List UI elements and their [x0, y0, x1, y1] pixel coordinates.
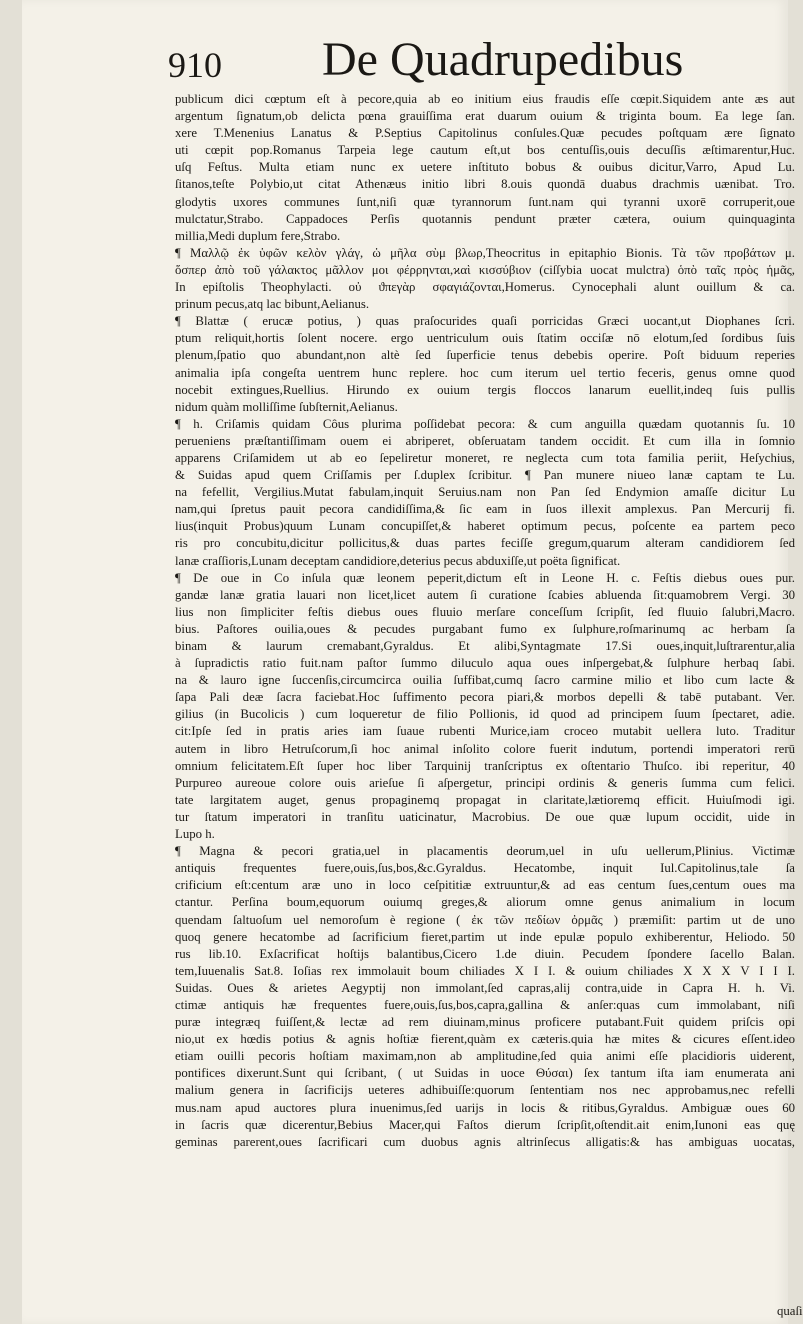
text-line: ¶ De oue in Co inſula quæ leonem peperit,dictum eſt in Leone H. c. Feſtis diebus oues pur.	[175, 570, 795, 585]
text-line: na fefellit, Vergilius.Mutat fabulam,inquit Seruius.nam non Pan ſed Endymion amaſſe dicitur Lu	[175, 485, 795, 500]
text-line: à ſupradictis ratio fuit.nam paſtor ſummo diluculo aqua oues inſpergebat,& ſulphure herbaq ſabi.	[175, 656, 795, 671]
text-line: ctantur. Perſina boum,equorum ouiumq greges,& aliorum omne genus animalium in locum	[175, 895, 795, 910]
text-line: ris pro concubitu,dicitur pollicitus,& duas partes feciſſe gregum,quarum alteram candidiorem ſed	[175, 536, 795, 551]
text-line: Lupo h.	[175, 827, 215, 842]
text-line: tur ſtatum imperatori in tranſitu uaticinatur, Macrobius. De oue quæ lupum occidit, uide in	[175, 809, 795, 824]
text-line: rus lib.10. Exſacrificat hoſtijs balantibus,Cicero 1.de diuin. Pecudem ſpondere ſacello Balan.	[175, 946, 795, 961]
text-line: uſq Feſtus. Multa etiam nunc ex uetere inſtituto bobus & ouibus dicitur,Varro, Apud Lu.	[175, 160, 795, 175]
catchword: quaſi	[777, 1304, 803, 1318]
text-line: ¶ h. Criſamis quidam Côus plurima poſſidebat pecora: & cum anguilla quædam quotannis ſu. 10	[175, 416, 795, 431]
text-line: publicum dici cœptum eſt à pecore,quia ab eo initium eius fraudis eſſe cœpit.Siquidem ante æs aut	[175, 92, 795, 106]
text-line: argentum ſignatum,ob delicta pœna grauiſſima erat duarum ouium & triginta boum. Ea lege ſan.	[175, 109, 795, 124]
text-line: antiquis frequentes fuere,ouis,ſus,bos,&c.Gyraldus. Hecatombe, inquit Iul.Capitolinus,tale ſa	[175, 861, 795, 876]
text-line: omnium felicitatem.Eſt ſuper hoc liber Tarquinij tranſcriptus ex oſtentario Thuſco. ibi reperitur, 40	[175, 758, 795, 773]
text-line: lanæ craſſioris,Lunam deceptam candidiore,deterius pecus abduxiſſe,ut poëta ſignificat.	[175, 553, 621, 568]
body-text-block	[175, 91, 795, 1151]
text-line: ¶ Blattæ ( erucæ potius, ) quas praſocurides quaſi porricidas Græci uocant,ut Diophanes ſcri.	[175, 314, 795, 329]
text-line: nocebit extingues,Ruellius. Hirundo ex ouium tergis floccos lanarum euellit,indeq ſuis pullis	[175, 382, 795, 397]
text-line: Purpureo aureoue colore ouis arieſue ſi aſpergetur, principi ordinis & generis ſumma cum felici.	[175, 775, 795, 790]
text-line: & Suidas apud quem Criſſamis per ſ.duplex ſcribitur. ¶ Pan munere niueo lanæ captam te Lu.	[175, 468, 795, 483]
text-line: millia,Medi duplum fere,Strabo.	[175, 228, 341, 243]
text-line: malium genera in ſacrificijs ueteres adhibuiſſe:quorum ſententiam nos nec approbamus,nec refelli	[175, 1083, 795, 1098]
text-line: plenum,ſpatio quo abundant,non altè ſed ſuperficie tenus debebis operire. Poſt biduum reperies	[175, 348, 795, 363]
text-line: apparens Criſamidem ut ab eo ſepeliretur moneret, re neglecta cum tota familia periit, Heſychius,	[175, 450, 795, 465]
text-line: nidum quàm molliſſime ſubſternit,Aelianus.	[175, 399, 398, 414]
text-line: ptum reliquit,hortis ſolent nocere. ergo uentriculum ouis ſtatim occiſæ nō elotum,ſed ſordibus ſuis	[175, 331, 795, 346]
text-line: In epiſtolis Theophylacti. οὐ ϑπεγὰρ σφαγιάζονται,Homerus. Cynocephali alunt ouillum & ca.	[175, 280, 795, 295]
text-line: quoq genere hecatombe ad ſacrificium fieret,partim ut inde epulæ populo exhiberentur, Heliodo. 50	[175, 929, 795, 944]
text-line: Suidas. Oues & arietes Aegyptij non immolant,ſed capras,alij contra,uide in Capra H. h. Vi.	[175, 980, 795, 995]
text-line: cit:Ipſe ſed in pratis aries iam ſuaue rubenti Murice,iam croceo mutabit uellera luto. Traditur	[175, 724, 795, 739]
text-line: ſitanos,teſte Polybio,ut citat Athenæus initio libri 8.ouis quondā duabus drachmis uænibat. Tro.	[175, 177, 795, 192]
text-line: tate largitatem auget, genus propaginemq propagat in claritate,lætioremq efficit. Huiuſmodi igi.	[175, 792, 795, 807]
text-line: ὅσπερ ἀπὸ τοῦ γάλακτος μᾶλλον μοι φέρρηνται,ϰαὶ κισσύβιον (ciſſybia uocat mulctra) ὁπὸ ταῖς πρὸς ἡμᾶς,	[175, 262, 795, 277]
text-line: nam,qui ſpretus pauit pecora candidiſſima,& ſic eam in ſuos illexit amplexus. Pan Mercurij fi.	[175, 502, 795, 517]
text-line: lius(inquit Probus)quum Lunam concupiſſet,& haberet optimum pecus, poſcente ea partem peco	[175, 519, 795, 534]
text-line: tem,Iuuenalis Sat.8. Ioſias rex immolauit boum chiliades X I I. & ouium chiliades X X X V I I I.	[175, 963, 795, 978]
text-line: autem in libro Hetruſcorum,ſi hoc animal inſolito colore fuerit indutum, portendi imperatori rerū	[175, 741, 795, 756]
text-line: ctimæ antiquis hæ frequentes fuere,ouis,ſus,bos,capra,gallina & anſer:quas cum immolabant, niſi	[175, 997, 795, 1012]
text-line: xere T.Menenius Lanatus & P.Septius Capitolinus conſules.Quæ pecudes poſtquam ære ſignato	[175, 126, 795, 141]
text-line: bius. Paſtores ouilia,oues & pecudes purgabant fumo ex ſulphure,roſmarinumq ac herbam ſa	[175, 621, 795, 636]
text-line: perueniens præſtantiſſimam ouem ei abriperet, obſeruatam tandem occidit. Et cum illa in ſomnio	[175, 433, 795, 448]
text-line: puræ integræq fuiſſent,& lectæ ad rem diuinam,minus proficere putabant.Fuit quidem priſcis opi	[175, 1015, 795, 1030]
text-line: ¶ Μαλλῷ ἐκ ὑφῶν κελὸν γλάγ, ὡ μῆλα σὺμ βλωρ,Theocritus in epitaphio Bionis. Τὰ τῶν προβάτων μ.	[175, 245, 795, 260]
book-page	[22, 0, 803, 1324]
text-line: lius non ſimpliciter feſtis diebus oues fluuio merſare conceſſum ſcripſit, ſed fluuio ſalubri,Macro.	[175, 604, 795, 619]
text-line: nio,ut ex hœdis potius & agnis hoſtiæ fierent,quàm ex cæteris.quia hæ mites & cicures eſſent.ideo	[175, 1032, 795, 1047]
text-line: gandæ lanæ gratia lauari non licet,licet autem ſi curatione ſcabies abluenda ſit:quamobrem Vergi. 30	[175, 587, 795, 602]
text-line: in ſacris quæ dicerentur,Bebius Macer,qui Faſtos dierum ſcripſit,oſtendit.ait enim,Iunoni eas quę	[175, 1117, 795, 1132]
running-title: De Quadrupedibus	[322, 33, 684, 86]
text-line: crificium eſt:centum aræ uno in loco ceſpititiæ extruuntur,& ad eas centum ſues,centum oues ma	[175, 878, 795, 893]
text-line: animalia ipſa congeſta uentrem hunc replere. hoc cum iterum uel tertio feceris, genus omne quod	[175, 365, 795, 380]
text-line: pontifices dixerunt.Sunt qui ſcribant, ( ut Suidas in uoce Θύσαι) ſex tantum iſta iam enumerata ani	[175, 1066, 795, 1081]
text-line: quendam ſaltuoſum uel nemoroſum è regione ( ἐκ τῶν πεδίων ὀρμᾶς ) præmiſit: partim ut de uno	[175, 912, 795, 927]
text-line: glodytis uxores communes ſunt,niſi quæ tyrannorum ſunt.nam qui tyranni uxorē corruperit,oue	[175, 194, 795, 209]
text-line: etiam ouilli pecoris hoſtiam maximam,non ab amplitudine,ſed quia animi eſſe placidioris uiderent,	[175, 1049, 795, 1064]
page-number: 910	[168, 45, 222, 85]
text-line: uti cœpit pop.Romanus Tarpeia lege cautum eſt,ut bos centuſſis,ouis decuſſis æſtimarentur,Huc.	[175, 143, 795, 158]
text-line: binam & laurum cremabant,Gyraldus. Et alibi,Syntagmate 17.Si oues,inquit,luſtrarentur,alia	[175, 639, 795, 653]
text-line: mus.nam apud auctores plura inuenimus,ſed uarijs in locis & ritibus,Gyraldus. Ambiguæ oues 60	[175, 1100, 795, 1115]
text-line: mulctatur,Strabo. Cappadoces Perſis quotannis pendunt præter cætera, ouium quinquaginta	[175, 211, 795, 226]
text-line: geminas parerent,oues ſacrificari cum duobus agnis altrinſecus alligatis:& has ambiguas uocatas,	[175, 1134, 795, 1149]
text-line: prinum pecus,atq lac bibunt,Aelianus.	[175, 297, 370, 312]
text-line: ſapa Pali deæ ſacra faciebat.Hoc ſuffimento pecora piari,& morbos depelli & tabē putabant. Ver.	[175, 690, 795, 705]
text-line: ¶ Magna & pecori gratia,uel in placamentis deorum,uel in uſu uellerum,Plinius. Victimæ	[175, 844, 795, 859]
text-line: gilius (in Bucolicis ) cum loqueretur de filio Pollionis, id quod ad principem ſuum ſpectaret, adie.	[175, 707, 795, 722]
text-line: na & lauro igne ſuccenſis,circumcirca ouilia ſuffibat,cumq ſacro carmine milio et libo cum lacte &	[175, 673, 795, 688]
